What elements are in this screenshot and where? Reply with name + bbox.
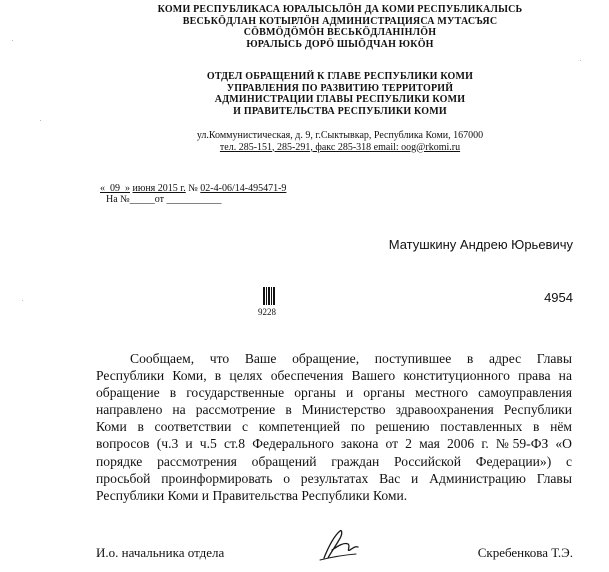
registration-number: 02-4-06/14-495471-9 <box>200 183 287 194</box>
registration-date <box>100 183 286 194</box>
body-line: просьбой проинформировать о результатах Вас и Администрацию Главы <box>96 470 572 486</box>
recipient-name: Матушкину Андрею Юрьевичу <box>388 237 573 252</box>
scan-speck <box>22 300 23 301</box>
body-line: Республики Коми и Правительства Республики Коми. <box>96 487 408 503</box>
barcode-icon <box>262 287 276 305</box>
registration-day: «_09_» <box>100 183 130 194</box>
komi-line: ЮРАЛЫСЬ ДОРÖ ШЫÖДЧАН ЮКÖН <box>246 38 434 50</box>
department-line: АДМИНИСТРАЦИИ ГЛАВЫ РЕСПУБЛИКИ КОМИ <box>214 94 466 105</box>
department-line: УПРАВЛЕНИЯ ПО РАЗВИТИЮ ТЕРРИТОРИЙ <box>226 82 454 94</box>
registration-number-label: № <box>188 183 198 194</box>
komi-line: СÖВМÖДÖМÖН ВЕСЬКÖДЛАНІНЛÖН <box>243 27 437 38</box>
department-line: ОТДЕЛ ОБРАЩЕНИЙ К ГЛАВЕ РЕСПУБЛИКИ КОМИ <box>206 71 474 82</box>
signatory-name: Скребенкова Т.Э. <box>477 545 573 560</box>
body-line: Коми в соответствии с компетенцией по решению поставленных в нём <box>96 419 572 435</box>
komi-line: ВЕСЬКÖДЛАН КОТЫРЛÖН АДМИНИСТРАЦИЯСА МУТАСЪЯС <box>182 15 498 27</box>
scan-speck <box>40 120 41 121</box>
signatory-title: И.о. начальника отдела <box>96 545 225 560</box>
address-line: ул.Коммунистическая, д. 9, г.Сыктывкар, Республика Коми, 167000 <box>196 130 484 141</box>
document-number: 4954 <box>544 290 573 305</box>
body-line: Республики Коми, в целях обеспечения Вашего конституционного права на <box>96 368 572 384</box>
komi-header <box>130 4 550 50</box>
scan-speck <box>580 60 581 61</box>
registration-month-year: июня 2015 г. <box>132 183 186 194</box>
department-header <box>130 71 550 117</box>
handwritten-signature-icon <box>318 528 360 562</box>
letter-body <box>96 350 572 504</box>
barcode-number: 9228 <box>258 307 276 317</box>
body-line: обращение в государственные органы и органы местного самоуправления <box>96 385 572 401</box>
reference-line: На №_____от ___________ <box>106 194 222 205</box>
body-line: порядке рассмотрения обращений граждан Российской Федерации») с <box>96 453 572 469</box>
contacts-line: тел. 285-151, 285-291, факс 285-318 email: oog@rkomi.ru <box>219 141 461 153</box>
scan-speck <box>12 40 13 41</box>
body-line: Сообщаем, что Ваше обращение, поступившее в адрес Главы <box>130 351 572 366</box>
body-line: вопросов (ч.3 и ч.5 ст.8 Федерального закона от 2 мая 2006 г. №59-ФЗ «О <box>96 436 572 452</box>
department-line: И ПРАВИТЕЛЬСТВА РЕСПУБЛИКИ КОМИ <box>233 105 447 117</box>
contact-block <box>130 130 550 153</box>
body-line: направлено на рассмотрение в Министерство здравоохранения Республики <box>96 402 572 418</box>
komi-line: КОМИ РЕСПУБЛИКАСА ЮРАЛЫСЬЛÖН ДА КОМИ РЕСПУБЛИКАЛЫСЬ <box>157 4 523 15</box>
